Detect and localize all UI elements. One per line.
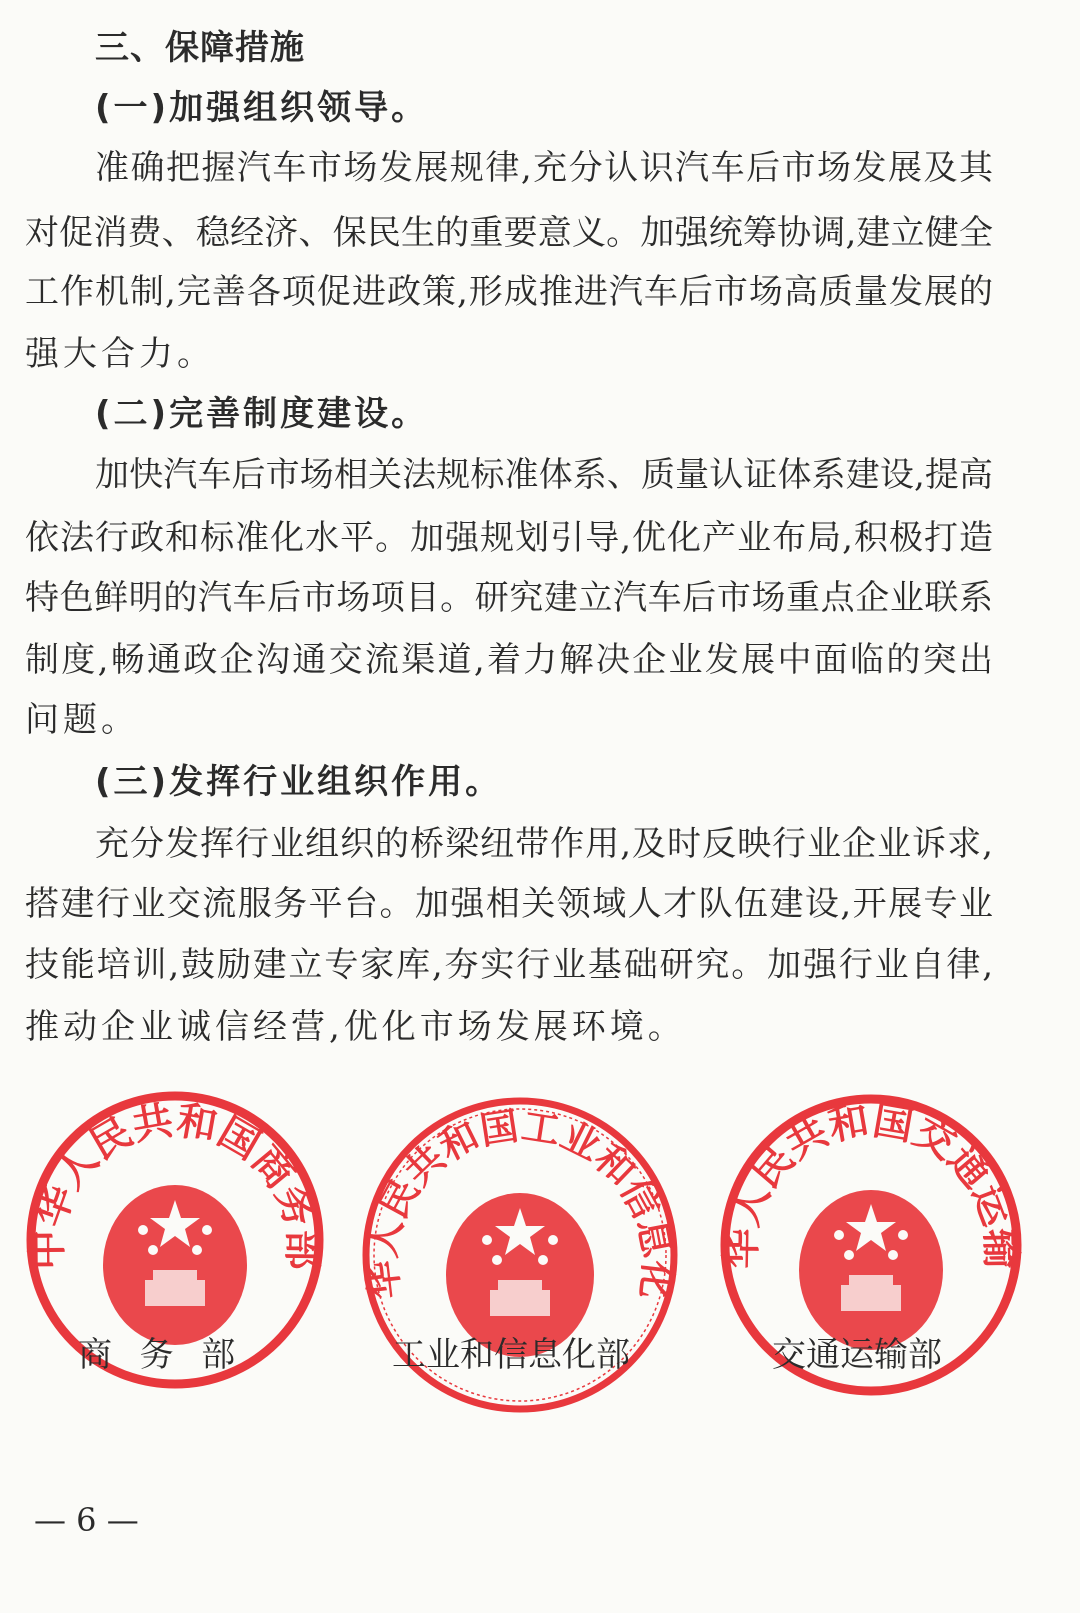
paragraph-line: 特色鲜明的汽车后市场项目。研究建立汽车后市场重点企业联系 [25, 578, 993, 618]
national-emblem-icon [799, 1190, 943, 1350]
signatory-name: 工业和信息化部 [392, 1335, 630, 1375]
subsection-heading: (二)完善制度建设。 [95, 394, 429, 434]
paragraph-line: 推动企业诚信经营,优化市场发展环境。 [25, 1007, 686, 1047]
paragraph-line: 加快汽车后市场相关法规标准体系、质量认证体系建设,提高 [95, 455, 993, 495]
paragraph-line: 问题。 [25, 700, 139, 740]
signatory-name: 商 务 部 [78, 1335, 238, 1375]
paragraph-line: 搭建行业交流服务平台。加强相关领域人才队伍建设,开展专业 [25, 884, 993, 924]
subsection-heading: (一)加强组织领导。 [95, 88, 429, 128]
paragraph-line: 准确把握汽车市场发展规律,充分认识汽车后市场发展及其 [95, 148, 993, 188]
seal-text: 华人民共和国交通运输 [718, 1097, 1024, 1269]
paragraph-line: 制度,畅通政企沟通交流渠道,着力解决企业发展中面临的突出 [25, 640, 993, 680]
seal-text: 华人民共和国工业和信息化 [359, 1103, 681, 1302]
paragraph-line: 强大合力。 [25, 334, 215, 374]
section-title: 三、保障措施 [95, 28, 305, 68]
paragraph-line: 工作机制,完善各项促进政策,形成推进汽车后市场高质量发展的 [25, 272, 993, 312]
paragraph-line: 技能培训,鼓励建立专家库,夯实行业基础研究。加强行业自律, [25, 945, 993, 985]
national-emblem-icon [446, 1193, 594, 1357]
paragraph-line: 依法行政和标准化水平。加强规划引导,优化产业布局,积极打造 [25, 518, 993, 558]
paragraph-line: 对促消费、稳经济、保民生的重要意义。加强统筹协调,建立健全 [25, 213, 993, 253]
paragraph-line: 充分发挥行业组织的桥梁纽带作用,及时反映行业企业诉求, [95, 824, 993, 864]
national-emblem-icon [103, 1185, 247, 1345]
subsection-heading: (三)发挥行业组织作用。 [95, 762, 503, 802]
signatory-name: 交通运输部 [772, 1335, 942, 1375]
page-number: — 6 — [34, 1501, 139, 1539]
seal-text: 中华人民共和国商务部 [25, 1097, 325, 1271]
